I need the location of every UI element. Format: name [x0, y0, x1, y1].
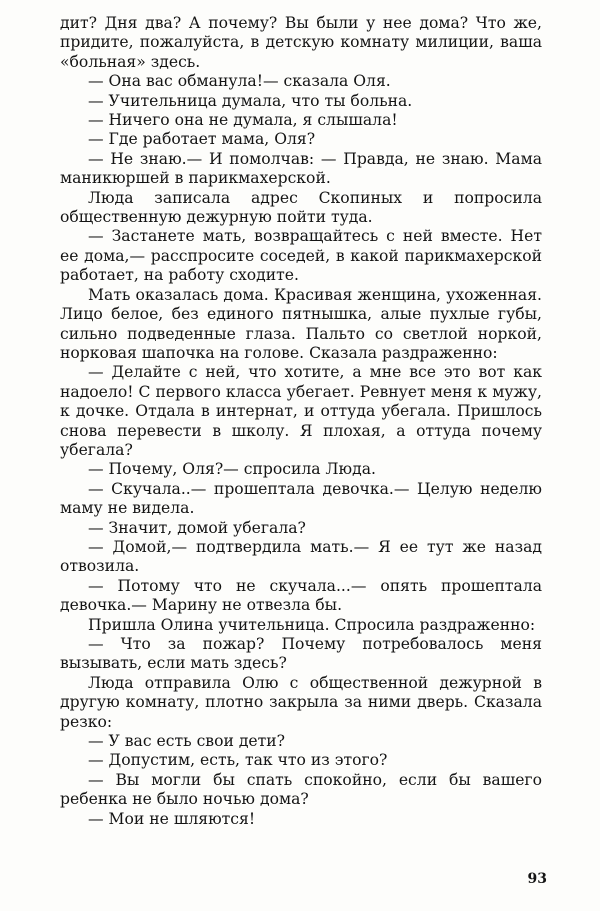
paragraph: Мать оказалась дома. Красивая женщина, ухоженная. Лицо белое, без единого пятнышка, алые пухлые губы, сильно подведенные глаза. Пальто со светлой норкой, норковая шапочка на голове. Сказала раздраженно: [60, 285, 542, 362]
paragraph: — Учительница думала, что ты больна. [88, 91, 413, 110]
paragraph: — Она вас обманула!— сказала Оля. [88, 72, 391, 91]
paragraph: — Почему, Оля?— спросила Люда. [88, 460, 376, 479]
paragraph: — Застанете мать, возвращайтесь с ней вместе. Нет ее дома,— расспросите соседей, в какой парикмахерской работает, на работу сходите. [60, 227, 542, 285]
paragraph: — Ничего она не думала, я слышала! [88, 111, 398, 130]
paragraph: Пришла Олина учительница. Спросила раздраженно: [88, 615, 536, 634]
paragraph: — Что за пожар? Почему потребовалось меня вызывать, если мать здесь? [60, 635, 542, 673]
paragraph: — Делайте с ней, что хотите, а мне все это вот как надоело! С первого класса убегает. Ревнует меня к мужу, к дочке. Отдала в интернат, и оттуда убегала. Пришлось снова перевести в школу. Я плохая, а оттуда почему убегала? [60, 363, 542, 459]
paragraph: — Где работает мама, Оля? [88, 130, 316, 149]
paragraph: Люда отправила Олю с общественной дежурной в другую комнату, плотно закрыла за ними дверь. Сказала резко: [60, 673, 542, 731]
paragraph: — Значит, домой убегала? [88, 518, 306, 537]
paragraph: — У вас есть свои дети? [88, 732, 286, 751]
paragraph: — Домой,— подтвердила мать.— Я ее тут же назад отвозила. [60, 537, 542, 576]
paragraph: — Мои не шляются! [88, 809, 256, 828]
paragraph: — Вы могли бы спать спокойно, если бы вашего ребенка не было ночью дома? [60, 770, 542, 809]
paragraph: — Потому что не скучала...— опять прошептала девочка.— Марину не отвезла бы. [60, 576, 542, 615]
page-number: 93 [527, 871, 547, 887]
paragraph: — Допустим, есть, так что из этого? [88, 751, 388, 770]
paragraph: дит? Дня два? А почему? Вы были у нее дома? Что же, придите, пожалуйста, в детскую комнату милиции, ваша «больная» здесь. [60, 14, 542, 71]
paragraph: Люда записала адрес Скопиных и попросила общественную дежурную пойти туда. [60, 188, 542, 227]
paragraph: — Не знаю.— И помолчав: — Правда, не знаю. Мама маникюршей в парикмахерской. [60, 149, 542, 188]
page-text [60, 14, 542, 829]
paragraph: — Скучала..— прошептала девочка.— Целую неделю маму не видела. [60, 479, 542, 518]
